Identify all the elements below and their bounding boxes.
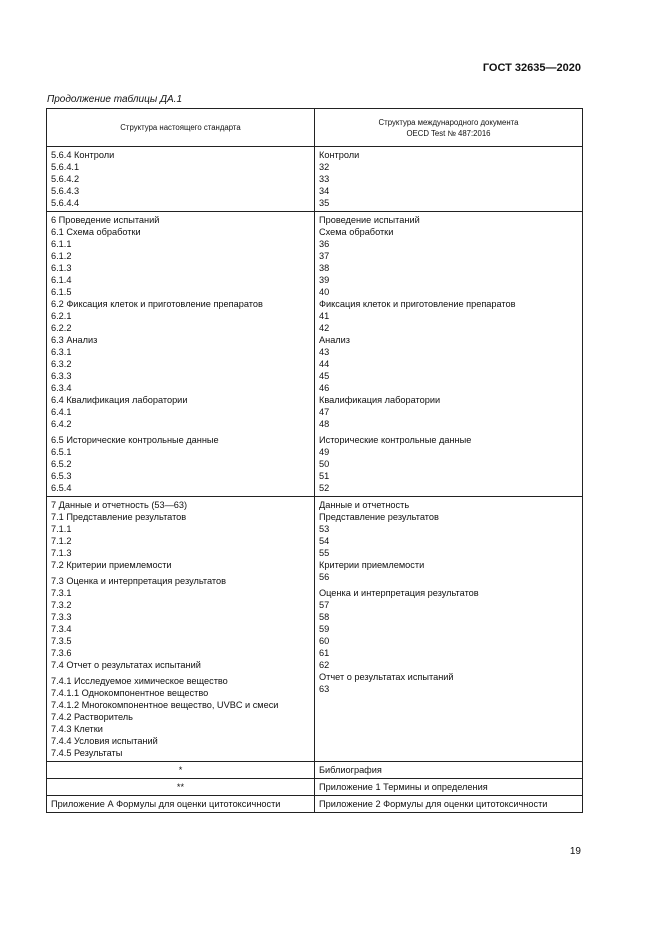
cell-line: 7.3.3	[51, 612, 72, 622]
cell-line: 7.4.4 Условия испытаний	[51, 736, 158, 746]
cell-line: Отчет о результатах испытаний	[319, 672, 454, 682]
cell-line: 39	[319, 275, 330, 285]
cell-line: 63	[319, 684, 330, 694]
cell-line: 7.1 Представление результатов	[51, 512, 187, 522]
table-row	[47, 779, 583, 796]
cell-line: 54	[319, 536, 330, 546]
cell-line: 6.4 Квалификация лаборатории	[51, 395, 188, 405]
cell-line: 5.6.4.4	[51, 198, 80, 208]
cell-line: 6.2.2	[51, 323, 72, 333]
cell-line: 51	[319, 471, 330, 481]
cell-line: 6.5.2	[51, 459, 72, 469]
page-number: 19	[569, 846, 581, 857]
cell-line: 58	[319, 612, 330, 622]
cell-line: Анализ	[319, 335, 351, 345]
cell-standard	[47, 497, 315, 762]
cell-international: Приложение 2 Формулы для оценки цитотоксичности	[315, 796, 583, 813]
line-block	[51, 675, 310, 759]
cell-line: 57	[319, 600, 330, 610]
table-row	[47, 796, 583, 813]
cell-international	[315, 147, 583, 212]
cell-line: 6.1.1	[51, 239, 72, 249]
cell-international	[315, 212, 583, 497]
cell-line: 38	[319, 263, 330, 273]
cell-line: Фиксация клеток и приготовление препаратов	[319, 299, 516, 309]
table-row	[47, 212, 583, 497]
cell-line: Оценка и интерпретация результатов	[319, 588, 479, 598]
cell-line: 7.3.5	[51, 636, 72, 646]
cell-line: 53	[319, 524, 330, 534]
cell-line: Квалификация лаборатории	[319, 395, 441, 405]
cell-line: 6.3.4	[51, 383, 72, 393]
cell-line: 52	[319, 483, 330, 493]
cell-line: 6 Проведение испытаний	[51, 215, 160, 225]
cell-line: 7.4.1 Исследуемое химическое вещество	[51, 676, 228, 686]
correspondence-table	[46, 108, 583, 813]
cell-line: 6.1 Схема обработки	[51, 227, 141, 237]
cell-line: 6.1.2	[51, 251, 72, 261]
cell-line: 6.4.2	[51, 419, 72, 429]
cell-line: 55	[319, 548, 330, 558]
cell-line: 6.1.3	[51, 263, 72, 273]
cell-line: 40	[319, 287, 330, 297]
cell-line: 6.5 Исторические контрольные данные	[51, 435, 219, 445]
cell-line: 7.3.6	[51, 648, 72, 658]
table-row	[47, 497, 583, 762]
cell-line: 7.3.1	[51, 588, 72, 598]
cell-line: 60	[319, 636, 330, 646]
cell-line: 32	[319, 162, 330, 172]
cell-line: 49	[319, 447, 330, 457]
cell-line: Данные и отчетность	[319, 500, 410, 510]
cell-line: 7.3.4	[51, 624, 72, 634]
cell-line: 7.1.1	[51, 524, 72, 534]
cell-line: 7 Данные и отчетность (53—63)	[51, 500, 188, 510]
line-block	[51, 499, 310, 571]
column-header-standard: Структура настоящего стандарта	[47, 109, 315, 147]
cell-line: 50	[319, 459, 330, 469]
cell-line: 6.5.4	[51, 483, 72, 493]
cell-line: 6.3.1	[51, 347, 72, 357]
cell-line: 6.5.1	[51, 447, 72, 457]
cell-line: 6.5.3	[51, 471, 72, 481]
cell-line: 41	[319, 311, 330, 321]
cell-line: 59	[319, 624, 330, 634]
cell-line: 5.6.4 Контроли	[51, 150, 115, 160]
cell-line: 7.4.2 Растворитель	[51, 712, 133, 722]
cell-line: 6.2 Фиксация клеток и приготовление препаратов	[51, 299, 263, 309]
cell-line: 45	[319, 371, 330, 381]
cell-line: 33	[319, 174, 330, 184]
cell-standard: **	[47, 779, 315, 796]
cell-line: 48	[319, 419, 330, 429]
cell-line: 5.6.4.3	[51, 186, 80, 196]
line-block	[51, 214, 310, 430]
line-block	[319, 434, 578, 494]
table-row	[47, 147, 583, 212]
cell-line: 6.1.4	[51, 275, 72, 285]
table-caption: Продолжение таблицы ДА.1	[47, 94, 183, 105]
cell-line: 7.1.3	[51, 548, 72, 558]
cell-line: 7.4 Отчет о результатах испытаний	[51, 660, 201, 670]
cell-line: 7.4.3 Клетки	[51, 724, 103, 734]
table-header-row	[47, 109, 583, 147]
line-block	[319, 499, 578, 583]
line-block	[51, 575, 310, 671]
cell-line: 6.4.1	[51, 407, 72, 417]
cell-line: 5.6.4.2	[51, 174, 80, 184]
cell-line: Исторические контрольные данные	[319, 435, 472, 445]
cell-line: 36	[319, 239, 330, 249]
cell-line: Представление результатов	[319, 512, 439, 522]
cell-line: 7.4.1.2 Многокомпонентное вещество, UVBC и смеси	[51, 700, 279, 710]
cell-line: 5.6.4.1	[51, 162, 80, 172]
document-id: ГОСТ 32635—2020	[482, 62, 581, 74]
cell-line: 7.4.5 Результаты	[51, 748, 123, 758]
cell-line: 47	[319, 407, 330, 417]
cell-line: 37	[319, 251, 330, 261]
cell-standard	[47, 147, 315, 212]
cell-international	[315, 497, 583, 762]
cell-line: 34	[319, 186, 330, 196]
cell-line: Контроли	[319, 150, 360, 160]
column-header-line: Структура международного документа	[378, 117, 519, 127]
cell-line: 6.1.5	[51, 287, 72, 297]
line-block	[319, 587, 578, 695]
table-row	[47, 762, 583, 779]
cell-line: Схема обработки	[319, 227, 394, 237]
column-header-international	[315, 109, 583, 147]
cell-line: 35	[319, 198, 330, 208]
cell-line: 6.2.1	[51, 311, 72, 321]
cell-line: 7.1.2	[51, 536, 72, 546]
cell-line: 62	[319, 660, 330, 670]
cell-line: 7.3 Оценка и интерпретация результатов	[51, 576, 226, 586]
cell-line: 61	[319, 648, 330, 658]
cell-international: Библиография	[315, 762, 583, 779]
cell-line: 43	[319, 347, 330, 357]
cell-international: Приложение 1 Термины и определения	[315, 779, 583, 796]
cell-line: 46	[319, 383, 330, 393]
cell-line: 6.3.3	[51, 371, 72, 381]
line-block	[319, 214, 578, 430]
cell-standard	[47, 212, 315, 497]
cell-line: Критерии приемлемости	[319, 560, 425, 570]
cell-line: 56	[319, 572, 330, 582]
cell-standard: *	[47, 762, 315, 779]
cell-line: 7.2 Критерии приемлемости	[51, 560, 172, 570]
cell-line: Проведение испытаний	[319, 215, 420, 225]
cell-standard: Приложение А Формулы для оценки цитотоксичности	[47, 796, 315, 813]
line-block	[51, 434, 310, 494]
column-header-line: OECD Test № 487:2016	[406, 128, 491, 138]
cell-line: 7.4.1.1 Однокомпонентное вещество	[51, 688, 209, 698]
cell-line: 6.3.2	[51, 359, 72, 369]
cell-line: 42	[319, 323, 330, 333]
cell-line: 44	[319, 359, 330, 369]
cell-line: 6.3 Анализ	[51, 335, 98, 345]
cell-line: 7.3.2	[51, 600, 72, 610]
